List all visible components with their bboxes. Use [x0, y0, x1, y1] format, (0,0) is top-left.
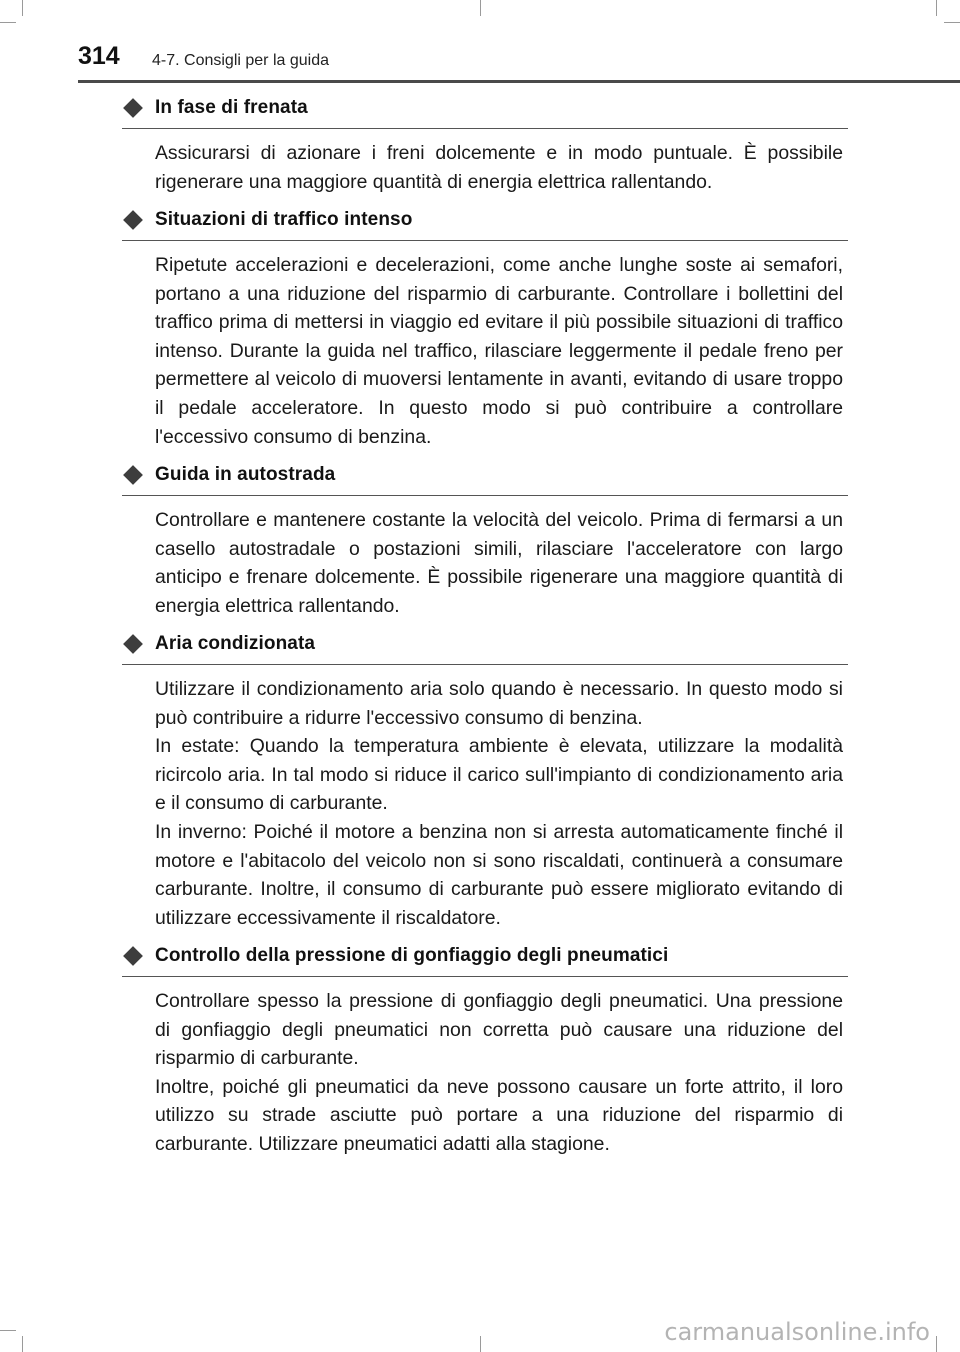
section-body — [155, 987, 843, 1159]
chapter-title: 4-7. Consigli per la guida — [152, 52, 329, 69]
section-title: Guida in autostrada — [155, 464, 336, 485]
section-air-conditioning — [122, 630, 848, 932]
section-tire-pressure — [122, 942, 848, 1159]
diamond-bullet-icon — [123, 946, 143, 966]
page-header — [0, 0, 960, 80]
section-highway — [122, 461, 848, 620]
section-heading — [122, 94, 848, 129]
section-braking — [122, 94, 848, 196]
section-body — [155, 251, 843, 451]
section-heavy-traffic — [122, 206, 848, 451]
header-rule — [78, 80, 960, 83]
paragraph: Assicurarsi di azionare i freni dolcemente e in modo puntuale. È possibile rigenerare una maggiore quantità di energia elettrica rallentando. — [155, 142, 843, 193]
crop-mark — [0, 1330, 16, 1331]
section-body — [155, 506, 843, 620]
section-heading — [122, 630, 848, 665]
section-body — [155, 139, 843, 196]
paragraph: Inoltre, poiché gli pneumatici da neve possono causare un forte attrito, il loro utilizzo su strade asciutte può portare a una riduzione del risparmio di carburante. Utilizzare pneumatici adatti alla stagione. — [155, 1075, 843, 1155]
diamond-bullet-icon — [123, 634, 143, 654]
section-title: In fase di frenata — [155, 97, 308, 118]
crop-mark — [22, 1336, 23, 1352]
diamond-bullet-icon — [123, 465, 143, 485]
section-heading — [122, 206, 848, 241]
paragraph: Utilizzare il condizionamento aria solo quando è necessario. In questo modo si può contribuire a ridurre l'eccessivo consumo di benzina. — [155, 678, 843, 729]
paragraph: Ripetute accelerazioni e decelerazioni, come anche lunghe soste ai semafori, portano a una riduzione del risparmio di carburante. Controllare i bollettini del traffico prima di mettersi in viaggio ed evitare il più possibile situazioni di traffico intenso. Durante la guida nel traffico, rilasciare leggermente il pedale freno per permettere al veicolo di muoversi lentamente in avanti, evitando di usare troppo il pedale acceleratore. In questo modo si può contribuire a controllare l'eccessivo consumo di benzina. — [155, 254, 843, 448]
section-body — [155, 675, 843, 932]
paragraph: Controllare e mantenere costante la velocità del veicolo. Prima di fermarsi a un casello autostradale o postazioni simili, rilasciare l'acceleratore con largo anticipo e frenare dolcemente. È possibile rigenerare una maggiore quantità di energia elettrica rallentando. — [155, 509, 843, 617]
section-title: Aria condizionata — [155, 633, 316, 654]
watermark: carmanualsonline.info — [664, 1318, 930, 1346]
section-title: Controllo della pressione di gonfiaggio degli pneumatici — [155, 945, 669, 966]
crop-mark — [936, 1336, 937, 1352]
section-heading — [122, 942, 848, 977]
diamond-bullet-icon — [123, 210, 143, 230]
paragraph: Controllare spesso la pressione di gonfiaggio degli pneumatici. Una pressione di gonfiaggio degli pneumatici non corretta può causare una riduzione del risparmio di carburante. — [155, 990, 843, 1070]
diamond-bullet-icon — [123, 98, 143, 118]
crop-mark — [480, 1336, 481, 1352]
paragraph: In inverno: Poiché il motore a benzina non si arresta automaticamente finché il motore e l'abitacolo del veicolo non si sono riscaldati, continuerà a consumare carburante. Inoltre, il consumo di carburante può essere migliorato evitando di utilizzare eccessivamente il riscaldatore. — [155, 820, 843, 929]
paragraph: In estate: Quando la temperatura ambiente è elevata, utilizzare la modalità ricircolo aria. In tal modo si riduce il carico sull'impianto di condizionamento aria e il consumo di carburante. — [155, 735, 843, 815]
section-title: Situazioni di traffico intenso — [155, 209, 413, 230]
page-number: 314 — [78, 42, 120, 70]
section-heading — [122, 461, 848, 496]
